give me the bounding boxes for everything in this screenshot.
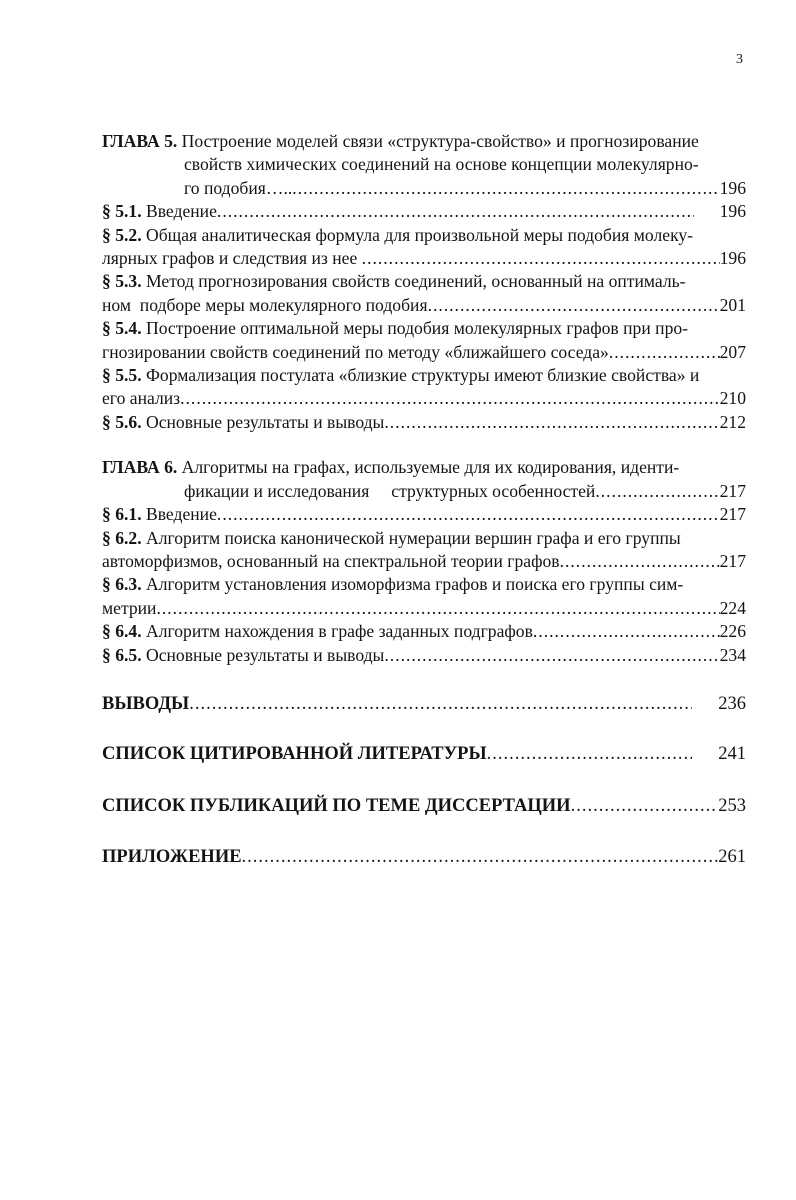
leader-dots [384,411,719,434]
entry-page: 236 [718,693,746,714]
section-5-2-entry[interactable] [102,224,746,271]
chapter-6-title-part-1: Алгоритмы на графах, используемые для их кодирования, иденти- [177,457,680,478]
section-number: § 5.6. [102,411,142,432]
chapter-6-title-line-2 [102,480,746,503]
section-page: 201 [719,294,746,315]
section-5-4-entry[interactable] [102,317,746,364]
section-number: § 6.4. [102,621,142,642]
leader-dots [180,387,719,410]
chapter-6-label: ГЛАВА 6. [102,457,178,478]
section-title: Построение оптимальной меры подобия молекулярных графов при про- [141,318,689,339]
section-5-5-entry[interactable] [102,364,746,411]
leader-dots [189,693,692,716]
chapter-5-title-line-1 [102,130,746,153]
leader-dots [217,200,694,223]
section-title-continued: метрии [102,597,157,618]
entry-title: ПРИЛОЖЕНИЕ [102,847,242,868]
leader-dots [362,247,720,270]
section-title-continued: гнозировании свойств соединений по методу «ближайшего соседа» [102,341,609,362]
section-title: Алгоритм нахождения в графе заданных подграфов [141,621,533,642]
section-6-1-entry[interactable] [102,503,746,526]
section-page: 210 [719,388,746,409]
leader-dots [217,503,720,526]
section-page: 196 [719,248,746,269]
leader-dots [292,177,719,200]
section-title: Введение [141,504,217,525]
section-page: 234 [719,644,746,665]
chapter-spacer [102,434,746,456]
section-number: § 6.5. [102,644,142,665]
leader-dots [384,644,719,667]
chapter-5-title-part-3: го подобия….. [184,177,293,198]
leader-dots [571,795,719,818]
chapter-6-title-line-1 [102,456,746,479]
entry-title: ВЫВОДЫ [102,693,190,714]
section-title-continued: ном подборе меры молекулярного подобия [102,294,428,315]
section-title: Алгоритм поиска канонической нумерации вершин графа и его группы [141,527,681,548]
section-title: Основные результаты и выводы [141,411,385,432]
chapter-5-page: 196 [719,177,746,198]
section-page: 224 [719,597,746,618]
chapter-6-page: 217 [719,480,746,501]
leader-dots [156,597,719,620]
leader-dots [428,294,720,317]
appendix-entry[interactable] [102,846,746,869]
section-6-3-entry[interactable] [102,573,746,620]
leader-dots [533,620,720,643]
section-number: § 6.2. [102,527,142,548]
section-number: § 5.3. [102,271,142,292]
section-title-continued: автоморфизмов, основанный на спектральной теории графов [102,550,560,571]
section-6-2-entry[interactable] [102,527,746,574]
publications-entry[interactable] [102,795,746,818]
leader-dots [560,550,720,573]
references-entry[interactable] [102,743,746,766]
section-number: § 5.2. [102,224,142,245]
section-number: § 5.4. [102,318,142,339]
chapter-5-entry[interactable] [102,130,746,200]
entry-page: 253 [718,795,746,816]
section-page: 226 [719,621,746,642]
chapter-5-title-line-2: свойств химических соединений на основе концепции молекулярно- [184,154,699,175]
section-5-6-entry[interactable] [102,411,746,434]
section-title: Формализация постулата «близкие структуры имеют близкие свойства» и [141,365,700,386]
leader-dots [609,341,720,364]
entry-page: 261 [718,847,746,868]
section-number: § 5.5. [102,365,142,386]
chapter-6-title-part-2: фикации и исследования структурных особенностей [184,480,596,501]
section-number: § 6.1. [102,504,142,525]
section-number: § 5.1. [102,201,142,222]
section-page: 217 [719,550,746,571]
section-5-3-entry[interactable] [102,270,746,317]
leader-dots [595,480,719,503]
chapter-5-title-part-1: Построение моделей связи «структура-свойство» и прогнозирование [177,131,699,151]
section-page: 207 [719,341,746,362]
section-title-continued: его анализ [102,388,181,409]
chapter-5-label: ГЛАВА 5. [102,131,178,151]
leader-dots [242,846,719,869]
chapter-5-title-line-3 [102,177,746,200]
chapter-6-entry[interactable] [102,456,746,503]
section-title: Общая аналитическая формула для произвольной меры подобия молеку- [141,224,694,245]
section-title: Метод прогнозирования свойств соединений, основанный на оптималь- [141,271,686,292]
section-6-4-entry[interactable] [102,620,746,643]
page-number: 3 [736,52,743,67]
section-title: Введение [141,201,217,222]
section-page: 212 [719,411,746,432]
leader-dots [487,743,693,766]
section-number: § 6.3. [102,574,142,595]
section-page: 196 [719,201,746,222]
section-5-1-entry[interactable] [102,200,746,223]
section-title: Основные результаты и выводы [141,644,385,665]
section-page: 217 [719,504,746,525]
conclusions-entry[interactable] [102,693,746,716]
section-6-5-entry[interactable] [102,644,746,667]
entry-page: 241 [718,744,746,765]
section-title: Алгоритм установления изоморфизма графов и поиска его группы сим- [141,574,684,595]
entry-title: СПИСОК ЦИТИРОВАННОЙ ЛИТЕРАТУРЫ [102,744,487,765]
section-title-continued: лярных графов и следствия из нее [102,248,362,269]
entry-title: СПИСОК ПУБЛИКАЦИЙ ПО ТЕМЕ ДИССЕРТАЦИИ [102,795,571,816]
table-of-contents [102,130,746,870]
